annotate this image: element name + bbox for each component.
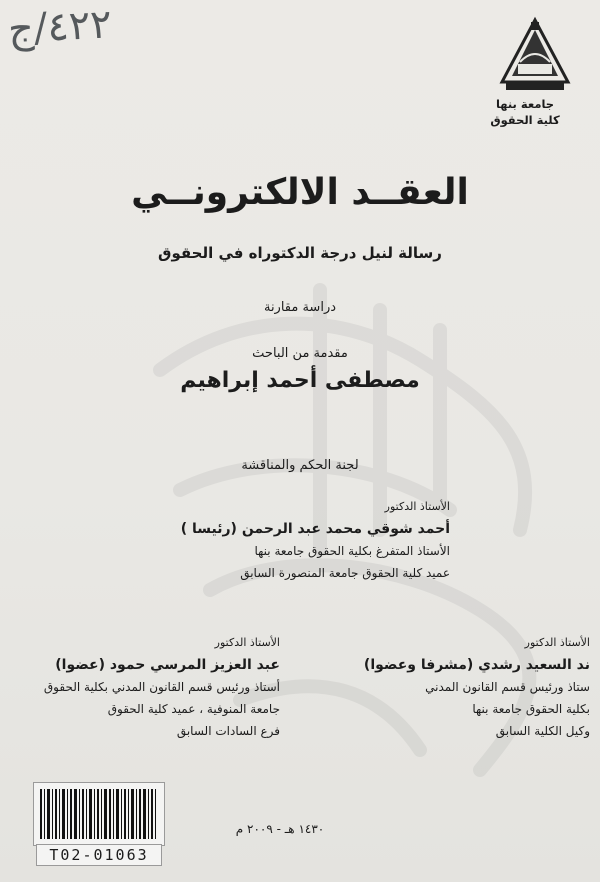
member-position: عميد كلية الحقوق جامعة المنصورة السابق — [240, 566, 450, 580]
member-name: عبد العزيز المرسي حمود (عضوا) — [55, 657, 280, 673]
committee-member-left — [30, 632, 280, 742]
barcode-number: T02-01063 — [36, 844, 162, 866]
presented-by-label: مقدمة من الباحث — [252, 346, 348, 361]
member-name: ند السعيد رشدي (مشرفا وعضوا) — [363, 657, 590, 673]
member-position: فرع السادات السابق — [176, 724, 280, 738]
member-position: وكيل الكلية السابق — [495, 724, 590, 738]
date-line: ١٤٣٠ هـ - ٢٠٠٩ م — [235, 822, 325, 836]
member-title: الأستاذ الدكتور — [214, 636, 280, 649]
member-title: الأستاذ الدكتور — [384, 500, 450, 513]
member-position: جامعة المنوفية ، عميد كلية الحقوق — [107, 702, 280, 716]
member-position: بكلية الحقوق جامعة بنها — [472, 702, 590, 716]
member-position: ستاذ ورئيس قسم القانون المدني — [425, 680, 590, 694]
study-type: دراسة مقارنة — [263, 300, 337, 315]
barcode-sticker — [33, 782, 165, 846]
university-name: جامعة بنها — [495, 97, 555, 111]
committee-member-right — [360, 632, 590, 742]
faculty-name: كلية الحقوق — [490, 113, 560, 127]
handwritten-call-number: ٤٢٢/ج — [6, 1, 113, 53]
university-logo — [498, 16, 572, 96]
thesis-title: العقــد الالكترونــي — [131, 172, 469, 213]
author-name: مصطفى أحمد إبراهيم — [180, 368, 420, 393]
committee-member-chair — [150, 496, 450, 584]
thesis-subtitle: رسالة لنيل درجة الدكتوراه في الحقوق — [158, 244, 442, 262]
committee-heading: لجنة الحكم والمناقشة — [241, 458, 359, 473]
university-affiliation — [470, 96, 580, 128]
member-name: أحمد شوقي محمد عبد الرحمن (رئيسا ) — [180, 521, 450, 537]
member-title: الأستاذ الدكتور — [524, 636, 590, 649]
member-position: أستاذ ورئيس قسم القانون المدني بكلية الحقوق — [43, 680, 280, 694]
member-position: الأستاذ المتفرغ بكلية الحقوق جامعة بنها — [254, 544, 450, 558]
